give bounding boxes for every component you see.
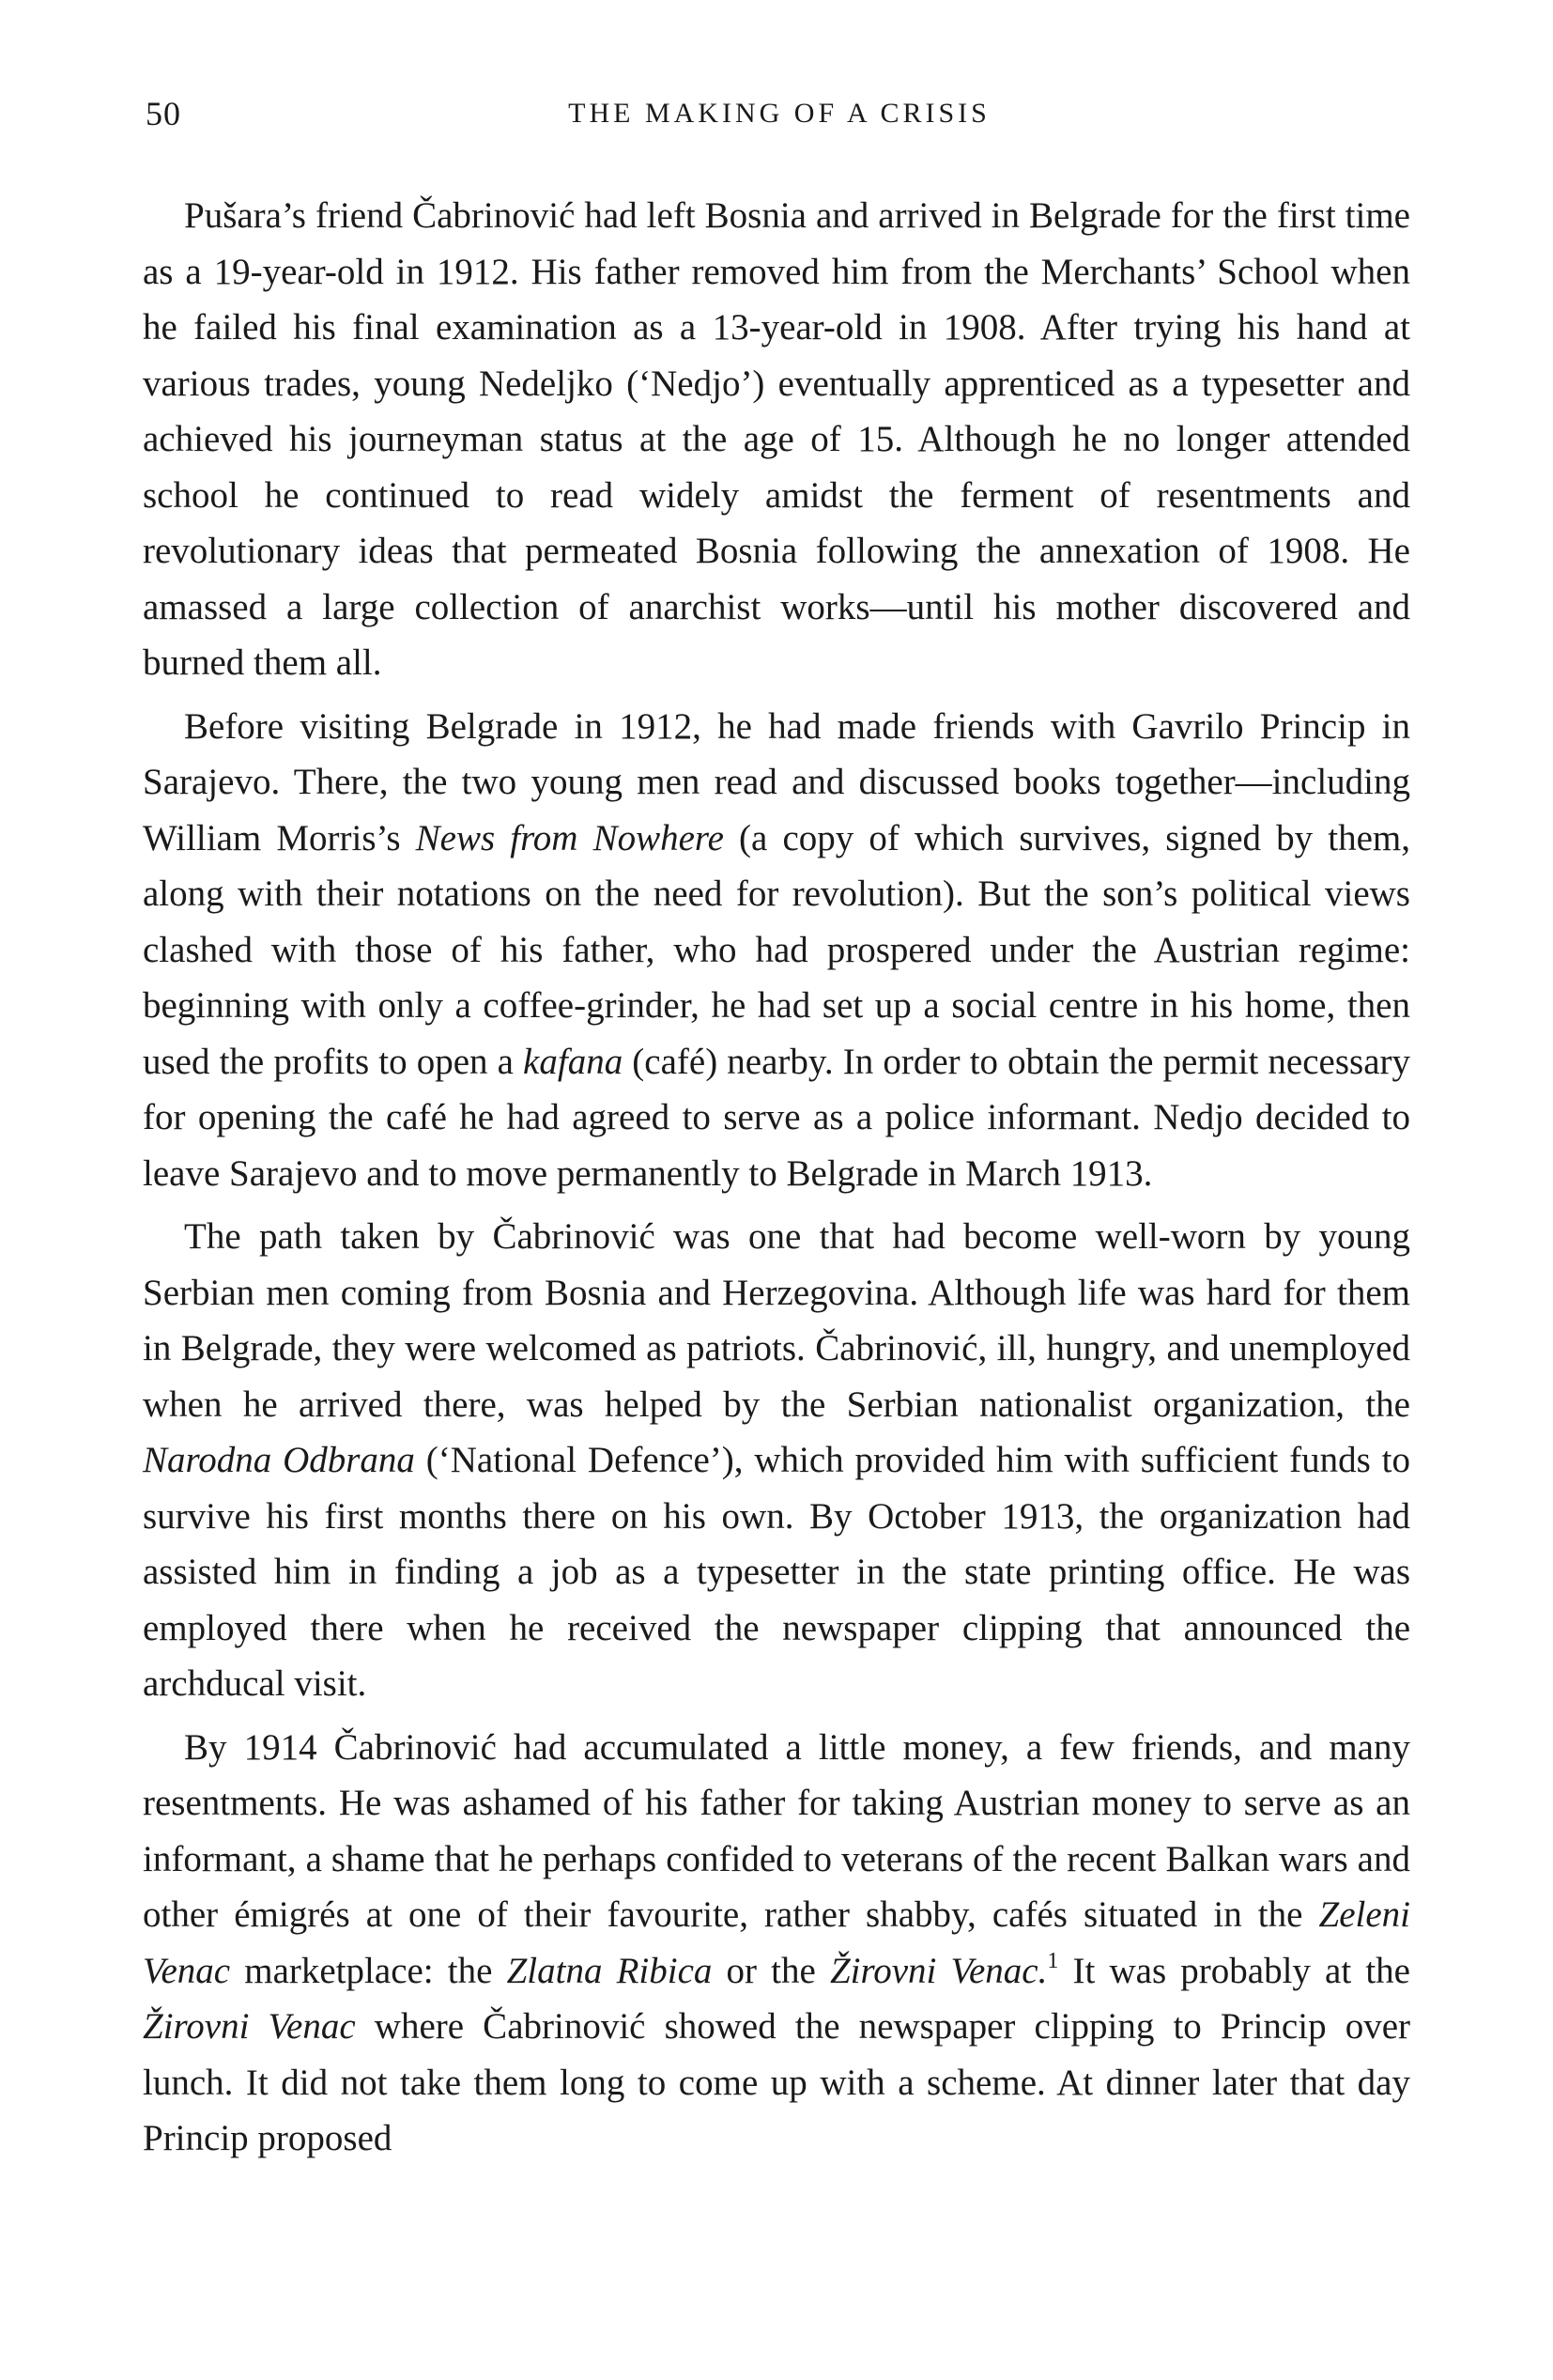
text-run: (a copy of which survives, signed by them, along with their notations on the need for revolution). But the son’s political views clashed with those of his father, who had prospered under the Austrian regime: beginning with only a coffee-grinder, he had set up a social centre in his home, then used the profits to open a	[143, 817, 1410, 1082]
running-head	[146, 94, 1413, 141]
body-text	[143, 188, 1410, 2174]
paragraph	[143, 1720, 1410, 2167]
italic-term: News from Nowhere	[415, 817, 724, 858]
text-run: (café) nearby. In order to obtain the permit necessary for opening the café he had agreed to serve as a police informant. Nedjo decided to leave Sarajevo and to move permanently to Belgrade in March 1913.	[143, 1041, 1410, 1194]
italic-term: Zeleni Venac	[143, 1894, 1410, 1991]
running-title: THE MAKING OF A CRISIS	[568, 98, 991, 129]
text-run: It was probably at the	[1058, 1950, 1410, 1991]
text-run: Before visiting Belgrade in 1912, he had made friends with Gavrilo Princip in Sarajevo. There, the two young men read and discussed books together—including William Morris’s	[143, 705, 1410, 858]
italic-term: kafana	[523, 1041, 623, 1082]
text-run: marketplace: the	[230, 1950, 507, 1991]
paragraph	[143, 1209, 1410, 1712]
text-run: By 1914 Čabrinović had accumulated a little money, a few friends, and many resentments. He was ashamed of his father for taking Austrian money to serve as an informant, a shame that he perhaps confided to veterans of the recent Balkan wars and other émigrés at one of their favourite, rather shabby, cafés situated in the	[143, 1726, 1410, 1935]
page-number: 50	[146, 95, 181, 132]
text-run: or the	[712, 1950, 830, 1991]
italic-term: Zlatna Ribica	[506, 1950, 713, 1991]
text-run: The path taken by Čabrinović was one that had become well-worn by young Serbian men coming from Bosnia and Herzegovina. Although life was hard for them in Belgrade, they were welcomed as patriots. Čabrinović, ill, hungry, and unemployed when he arrived there, was helped by the Serbian nationalist organization, the	[143, 1216, 1410, 1425]
footnote-marker: 1	[1047, 1948, 1059, 1973]
text-run: (‘National Defence’), which provided him with sufficient funds to survive his first months there on his own. By October 1913, the organization had assisted him in finding a job as a typesetter in the state printing office. He was employed there when he received the newspaper clipping that announced the archducal visit.	[143, 1440, 1410, 1704]
paragraph	[143, 188, 1410, 691]
italic-term: Žirovni Venac	[143, 2006, 356, 2047]
paragraph	[143, 699, 1410, 1202]
text-run: Pušara’s friend Čabrinović had left Bosnia and arrived in Belgrade for the first time as a 19-year-old in 1912. His father removed him from the Merchants’ School when he failed his final examination as a 13-year-old in 1908. After trying his hand at various trades, young Nedeljko (‘Nedjo’) eventually apprenticed as a typesetter and achieved his journeyman status at the age of 15. Although he no longer attended school he continued to read widely amidst the ferment of resentments and revolutionary ideas that permeated Bosnia following the annexation of 1908. He amassed a large collection of anarchist works—until his mother discovered and burned them all.	[143, 195, 1410, 683]
text-run: where Čabrinović showed the newspaper clipping to Princip over lunch. It did not take them long to come up with a scheme. At dinner later that day Princip proposed	[143, 2006, 1410, 2158]
italic-term: Narodna Odbrana	[143, 1440, 415, 1480]
italic-term: Žirovni Venac.	[829, 1950, 1048, 1991]
